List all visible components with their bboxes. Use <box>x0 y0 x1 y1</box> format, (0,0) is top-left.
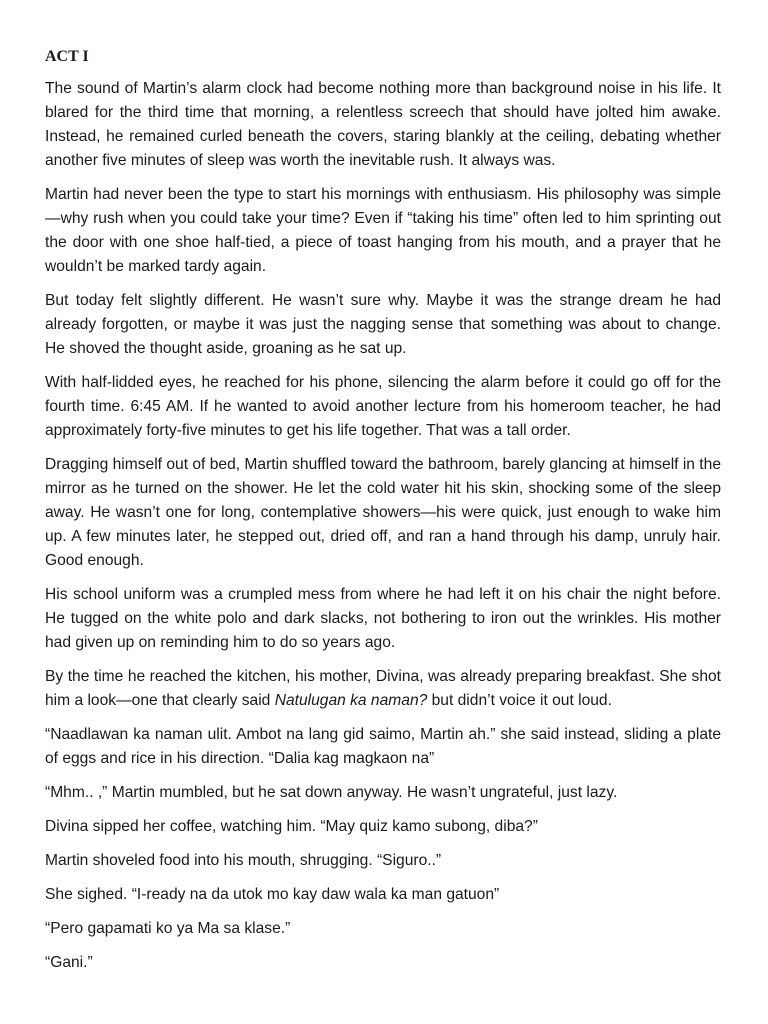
dialogue-line: She sighed. “I-ready na da utok mo kay daw wala ka man gatuon” <box>45 886 500 903</box>
document-page <box>45 45 721 985</box>
dialogue-line: “Gani.” <box>45 954 93 971</box>
breakfast-text-italic: Natulugan ka naman? <box>274 692 428 709</box>
paragraph-shower: Dragging himself out of bed, Martin shuffled toward the bathroom, barely glancing at himself in the mirror as he turned on the shower. He let the cold water hit his skin, shocking some of the sleep away. He wasn’t one for long, contemplative showers—his were quick, just enough to wake him up. A few minutes later, he stepped out, dried off, and ran a hand through his damp, unruly hair. Good enough. <box>45 456 721 569</box>
paragraph-phone: With half-lidded eyes, he reached for his phone, silencing the alarm before it could go off for the fourth time. 6:45 AM. If he wanted to avoid another lecture from his homeroom teacher, he had approximately forty-five minutes to get his life together. That was a tall order. <box>45 374 721 439</box>
paragraph-alarm: The sound of Martin’s alarm clock had become nothing more than background noise in his life. It blared for the third time that morning, a relentless screech that should have jolted him awake. Instead, he remained curled beneath the covers, staring blankly at the ceiling, debating whether another five minutes of sleep was worth the inevitable rush. It always was. <box>45 80 721 169</box>
paragraph-breakfast <box>45 665 721 713</box>
dialogue-line: Divina sipped her coffee, watching him. “May quiz kamo subong, diba?” <box>45 818 538 835</box>
dialogue-line: “Naadlawan ka naman ulit. Ambot na lang gid saimo, Martin ah.” she said instead, sliding a plate of eggs and rice in his direction. “Dalia kag magkaon na” <box>45 726 721 767</box>
dialogue-line: Martin shoveled food into his mouth, shrugging. “Siguro..” <box>45 852 442 869</box>
breakfast-text-after: but didn’t voice it out loud. <box>427 692 612 709</box>
paragraph-philosophy: Martin had never been the type to start his mornings with enthusiasm. His philosophy was simple—why rush when you could take your time? Even if “taking his time” often led to him sprinting out the door with one shoe half-tied, a piece of toast hanging from his mouth, and a prayer that he wouldn’t be marked tardy again. <box>45 186 721 275</box>
paragraph-different-day: But today felt slightly different. He wasn’t sure why. Maybe it was the strange dream he had already forgotten, or maybe it was just the nagging sense that something was about to change. He shoved the thought aside, groaning as he sat up. <box>45 292 721 357</box>
dialogue-line: “Mhm.. ,” Martin mumbled, but he sat down anyway. He wasn’t ungrateful, just lazy. <box>45 784 618 801</box>
dialogue-line: “Pero gapamati ko ya Ma sa klase.” <box>45 920 291 937</box>
breakfast-text-before: By the time he reached the kitchen, his mother, Divina, was already preparing breakfast. She shot him a look—one that clearly said <box>45 668 721 709</box>
paragraph-uniform: His school uniform was a crumpled mess from where he had left it on his chair the night before. He tugged on the white polo and dark slacks, not bothering to iron out the wrinkles. His mother had given up on reminding him to do so years ago. <box>45 586 721 651</box>
act-heading: ACT I <box>45 48 89 65</box>
